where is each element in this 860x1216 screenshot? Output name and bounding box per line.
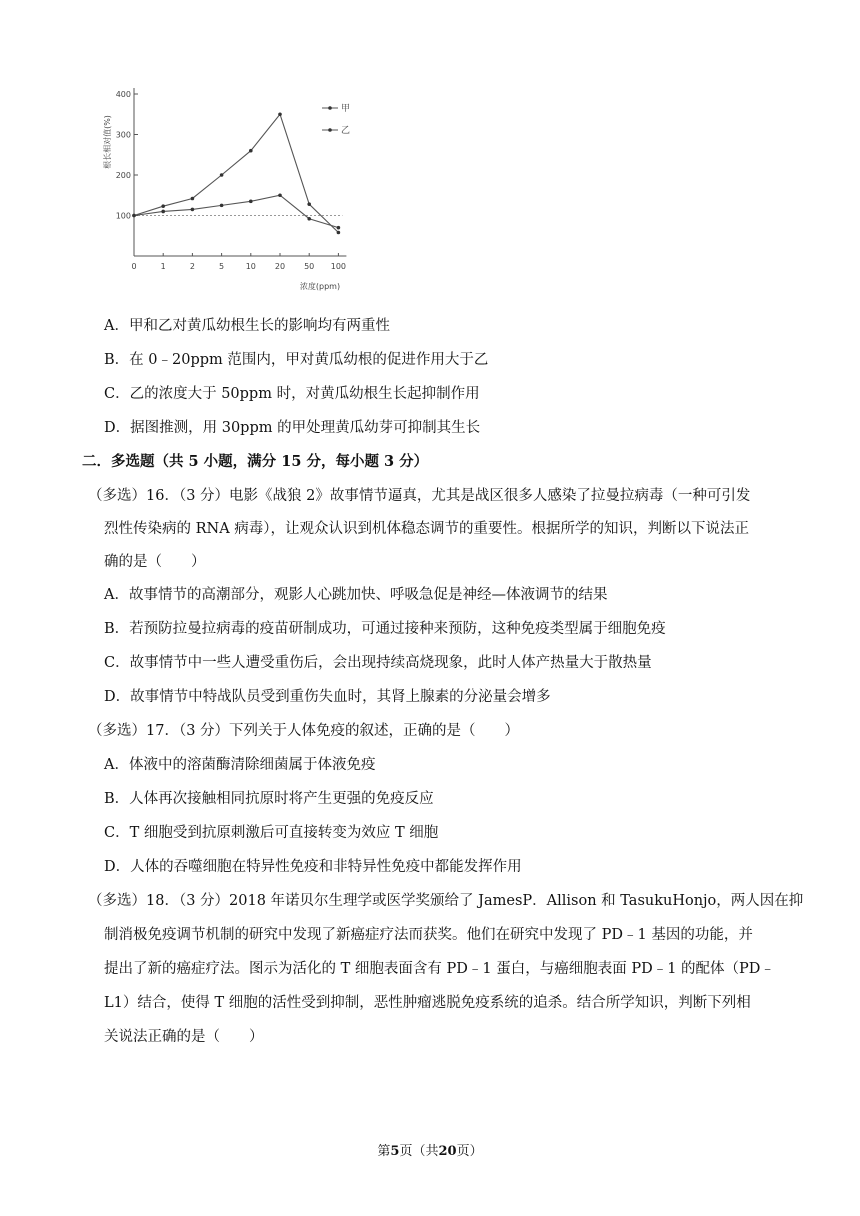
q16-option-a: A．故事情节的高潮部分，观影人心跳加快、呼吸急促是神经—体液调节的结果 [104, 587, 608, 603]
y-tick-label: 100 [115, 211, 131, 221]
data-point [161, 204, 165, 208]
data-point [220, 204, 224, 208]
legend-marker [328, 106, 332, 110]
chart-svg [98, 82, 360, 298]
data-point [191, 208, 195, 212]
data-point [278, 112, 282, 116]
footer-total-pages: 20 [438, 1144, 457, 1159]
y-tick-label: 300 [115, 130, 131, 140]
q18-line-1: （多选）18．（3 分）2018 年诺贝尔生理学或医学奖颁给了 JamesP．Allison 和 TasukuHonjo，两人因在抑 [88, 893, 804, 909]
q18-line-5: 关说法正确的是（ ） [104, 1029, 264, 1045]
data-point [278, 193, 282, 197]
x-tick-label: 5 [219, 262, 225, 271]
data-point [337, 226, 341, 230]
q16-option-d: D．故事情节中特战队员受到重伤失血时，其肾上腺素的分泌量会增多 [104, 689, 551, 705]
x-tick-label: 100 [330, 262, 347, 271]
q16-line-3: 确的是（ ） [104, 554, 206, 570]
q15-option-c: C．乙的浓度大于 50ppm 时，对黄瓜幼根生长起抑制作用 [104, 386, 480, 402]
data-point [337, 231, 341, 235]
x-tick-label: 2 [189, 262, 195, 271]
q17-line-1: （多选）17．（3 分）下列关于人体免疫的叙述，正确的是（ ） [88, 723, 520, 739]
q16-line-1: （多选）16．（3 分）电影《战狼 2》故事情节逼真，尤其是战区很多人感染了拉曼拉病毒（一种可引发 [88, 488, 751, 504]
q16-line-2: 烈性传染病的 RNA 病毒），让观众认识到机体稳态调节的重要性。根据所学的知识，判断以下说法正 [104, 521, 750, 537]
y-tick-label: 400 [115, 90, 131, 99]
footer-page-number: 5 [390, 1144, 400, 1159]
q18-line-3: 提出了新的癌症疗法。图示为活化的 T 细胞表面含有 PD﹣1 蛋白，与癌细胞表面 PD﹣1 的配体（PD﹣ [104, 961, 775, 977]
data-point [307, 202, 311, 206]
series-line-jia [134, 114, 338, 232]
q16-option-c: C．故事情节中一些人遭受重伤后，会出现持续高烧现象，此时人体产热量大于散热量 [104, 655, 652, 671]
data-point [307, 217, 311, 221]
footer-prefix: 第 [377, 1144, 391, 1159]
data-point [249, 149, 253, 153]
x-axis-label: 浓度(ppm) [299, 282, 341, 291]
data-point [161, 210, 165, 214]
q15-option-a: A．甲和乙对黄瓜幼根生长的影响均有两重性 [104, 318, 390, 334]
data-point [249, 200, 253, 204]
q18-line-2: 制消极免疫调节机制的研究中发现了新癌症疗法而获奖。他们在研究中发现了 PD﹣1 基因的功能，并 [104, 927, 753, 943]
q15-option-d: D．据图推测，用 30ppm 的甲处理黄瓜幼芽可抑制其生长 [104, 420, 481, 436]
q17-option-b: B．人体再次接触相同抗原时将产生更强的免疫反应 [104, 791, 434, 807]
data-point [220, 173, 224, 177]
page-footer [0, 1140, 860, 1159]
q16-option-b: B．若预防拉曼拉病毒的疫苗研制成功，可通过接种来预防，这种免疫类型属于细胞免疫 [104, 621, 666, 637]
section-title: 二．多选题（共 5 小题，满分 15 分，每小题 3 分） [82, 453, 429, 470]
x-tick-label: 1 [160, 262, 166, 271]
footer-suffix: 页） [456, 1144, 483, 1159]
legend-label: 乙 [341, 126, 351, 136]
y-axis-label: 根长相对值(%) [103, 115, 112, 169]
q17-option-a: A．体液中的溶菌酶清除细菌属于体液免疫 [104, 757, 376, 773]
x-tick-label: 20 [274, 262, 286, 271]
data-point [191, 197, 195, 201]
footer-middle: 页（共 [399, 1144, 439, 1159]
x-tick-label: 10 [245, 262, 256, 271]
legend-marker [328, 128, 332, 132]
q18-line-4: L1）结合，使得 T 细胞的活性受到抑制，恶性肿瘤逃脱免疫系统的追杀。结合所学知识，判断下列相 [104, 995, 751, 1011]
q15-option-b: B．在 0﹣20ppm 范围内，甲对黄瓜幼根的促进作用大于乙 [104, 352, 489, 368]
legend-label: 甲 [341, 104, 351, 114]
q17-option-c: C．T 细胞受到抗原刺激后可直接转变为效应 T 细胞 [104, 825, 439, 841]
q17-option-d: D．人体的吞噬细胞在特异性免疫和非特异性免疫中都能发挥作用 [104, 859, 522, 875]
x-tick-label: 0 [131, 262, 137, 271]
root-length-chart [98, 82, 360, 298]
x-tick-label: 50 [304, 262, 315, 271]
data-point [132, 214, 136, 218]
y-tick-label: 200 [115, 171, 131, 180]
